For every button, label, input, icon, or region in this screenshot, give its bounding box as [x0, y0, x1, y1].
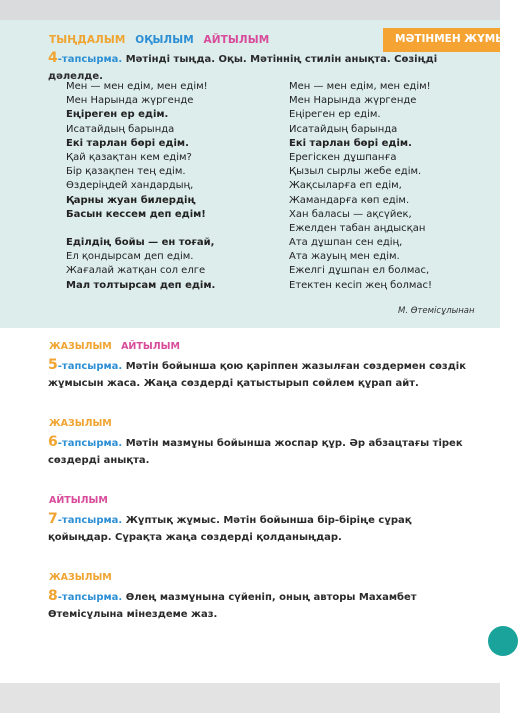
poem-line: Мен Нарында жүргенде — [289, 95, 417, 107]
task-text: Мәтінді тыңда. Оқы. Мәтіннің стилін анықта. Сөзіңді дәлелде. — [48, 54, 438, 82]
poem-line: Исатайдың барында — [289, 123, 398, 135]
section-banner: МӘТІНМЕН ЖҰМЫС — [383, 28, 500, 52]
poem-line: Жамандарға көп едім. — [289, 194, 410, 206]
section-5-labels — [49, 341, 186, 352]
poem-line: Ерегіскен дұшпанға — [289, 151, 397, 163]
poem-line: Қызыл сырлы жебе едім. — [289, 166, 422, 178]
side-page-tab — [488, 626, 518, 656]
task-text: Жұптық жұмыс. Мәтін бойынша бір-біріңе сұрақ қойыңдар. Сұрақта жаңа сөздерді қолданыңдар. — [48, 515, 412, 543]
skill-speaking: АЙТЫЛЫМ — [203, 34, 270, 46]
task-5 — [48, 357, 488, 392]
task-text: Өлең мазмұнына сүйеніп, оның авторы Махамбет Өтемісұлына мінездеме жаз. — [48, 592, 417, 620]
task-number: 4 — [48, 50, 58, 66]
poem-right-column — [289, 80, 432, 293]
poem-line: Ата жауың мен едім. — [289, 251, 400, 263]
poem-line: Еңіреген ер едім. — [289, 109, 381, 121]
section-8-labels — [49, 572, 118, 583]
poem-line: Еңіреген ер едім. — [66, 109, 169, 121]
task-number: 6 — [48, 434, 58, 450]
poem-line: Қай қазақтан кем едім? — [66, 151, 192, 163]
task-word: -тапсырма. — [57, 592, 123, 603]
skill-reading: ОҚЫЛЫМ — [135, 34, 194, 46]
poem-line: Етектен кесіп жең болмас! — [289, 279, 433, 291]
skills-header — [49, 34, 275, 46]
poem-line: Мен — мен едім, мен едім! — [66, 81, 208, 92]
task-6 — [48, 434, 478, 469]
poem-line: Ел қондырсам деп едім. — [66, 251, 194, 263]
task-word: -тапсырма. — [57, 361, 123, 372]
skill-listening: ТЫҢДАЛЫМ — [49, 34, 126, 46]
task-number: 7 — [48, 511, 58, 527]
poem-line: Бір қазақпен тең едім. — [66, 166, 186, 178]
section-7-labels — [49, 495, 114, 506]
task-number: 8 — [48, 588, 58, 604]
label-speaking: АЙТЫЛЫМ — [121, 341, 180, 352]
task-8 — [48, 588, 448, 623]
poem-line: Мен — мен едім, мен едім! — [289, 81, 431, 92]
label-writing: ЖАЗЫЛЫМ — [49, 572, 112, 583]
section-6-labels — [49, 418, 118, 429]
poem-line: Мен Нарында жүргенде — [66, 95, 194, 107]
poem-line: Ежелгі дұшпан ел болмас, — [289, 265, 430, 277]
poem-line: Ата дұшпан сен едің, — [289, 237, 403, 249]
poem-line: Ежелден табан аңдысқан — [289, 222, 426, 234]
poem-left-column — [66, 80, 215, 293]
poem-line: Өздеріңдей хандардың, — [66, 180, 194, 192]
task-word: -тапсырма. — [57, 515, 123, 526]
task-text: Мәтін мазмұны бойынша жоспар құр. Әр абзацтағы тірек сөздерді анықта. — [48, 438, 463, 466]
poem-line: Екі тарлан бөрі едім. — [289, 137, 412, 149]
poem-line: Қарны жуан билердің — [66, 194, 196, 206]
poem-author: М. Өтемісұлынан — [398, 306, 475, 316]
task-word: -тапсырма. — [57, 438, 123, 449]
bottom-strip — [0, 683, 500, 713]
poem-line: Хан баласы — ақсүйек, — [289, 208, 412, 220]
task-7 — [48, 511, 478, 546]
poem-line: Еділдің бойы — ен тоғай, — [66, 237, 215, 249]
stanza-break — [66, 222, 215, 236]
poem-line: Басын кессем деп едім! — [66, 208, 206, 220]
task-word: -тапсырма. — [57, 54, 123, 65]
label-writing: ЖАЗЫЛЫМ — [49, 341, 112, 352]
task-text: Мәтін бойынша қою қаріппен жазылған сөздермен сөздік жұмысын жаса. Жаңа сөздерді қатыстырып сөйлем құрап айт. — [48, 361, 466, 389]
poem-line: Жақсыларға еп едім, — [289, 180, 402, 192]
poem-line: Жағалай жатқан сол елге — [66, 265, 206, 277]
poem-line: Екі тарлан бөрі едім. — [66, 137, 189, 149]
poem-line: Исатайдың барында — [66, 123, 175, 135]
label-speaking: АЙТЫЛЫМ — [49, 495, 108, 506]
label-writing: ЖАЗЫЛЫМ — [49, 418, 112, 429]
poem-line: Мал толтырсам деп едім. — [66, 279, 216, 291]
task-number: 5 — [48, 357, 58, 373]
